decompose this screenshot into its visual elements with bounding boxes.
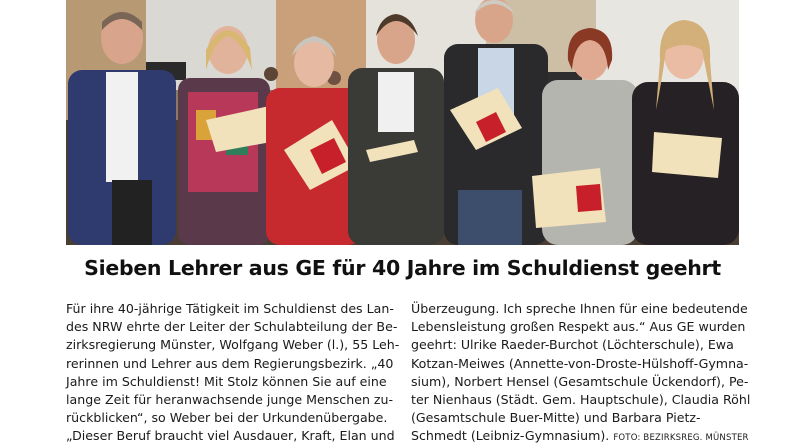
body-line: sium), Norbert Hensel (Gesamtschule Ückendorf), Pe- [411, 373, 749, 389]
body-line: rückblicken“, so Weber bei der Urkundenübergabe. [66, 410, 388, 426]
body-line: Lebensleistung großen Respekt aus.“ Aus GE wurden [411, 319, 746, 335]
body-line: Kotzan-Meiwes (Annette-von-Droste-Hülshoff-Gymna- [411, 355, 749, 371]
body-line: Überzeugung. Ich spreche Ihnen für eine bedeutende [411, 301, 748, 316]
body-line: lange Zeit für heranwachsende junge Menschen zu- [66, 391, 394, 407]
body-line: zirksregierung Münster, Wolfgang Weber (l.), 55 Leh- [66, 337, 400, 353]
article-headline: Sieben Lehrer aus GE für 40 Jahre im Schuldienst geehrt [84, 256, 721, 280]
body-line: geehrt: Ulrike Raeder-Burchot (Löchterschule), Ewa [411, 337, 734, 353]
group-photo [66, 0, 739, 245]
body-line: Jahre im Schuldienst! Mit Stolz können Sie auf eine [66, 373, 387, 389]
article-body-right-column [411, 300, 751, 446]
body-line-last-text: Schmedt (Leibniz-Gymnasium). [411, 428, 610, 444]
body-line: „Dieser Beruf braucht viel Ausdauer, Kraft, Elan und [66, 428, 395, 444]
article-body-left-column [66, 300, 400, 446]
body-line: ter Nienhaus (Städt. Gem. Hauptschule), Claudia Röhl [411, 391, 751, 407]
body-line-last [411, 427, 749, 445]
body-line: Für ihre 40-jährige Tätigkeit im Schuldienst des Lan- [66, 301, 394, 316]
body-line: des NRW ehrte der Leiter der Schulabteilung der Be- [66, 319, 398, 335]
body-line: (Gesamtschule Buer-Mitte) und Barbara Pietz- [411, 410, 701, 426]
body-line: rerinnen und Lehrer aus dem Regierungsbezirk. „40 [66, 355, 394, 371]
photo-credit: FOTO: BEZIRKSREG. MÜNSTER [613, 433, 749, 444]
